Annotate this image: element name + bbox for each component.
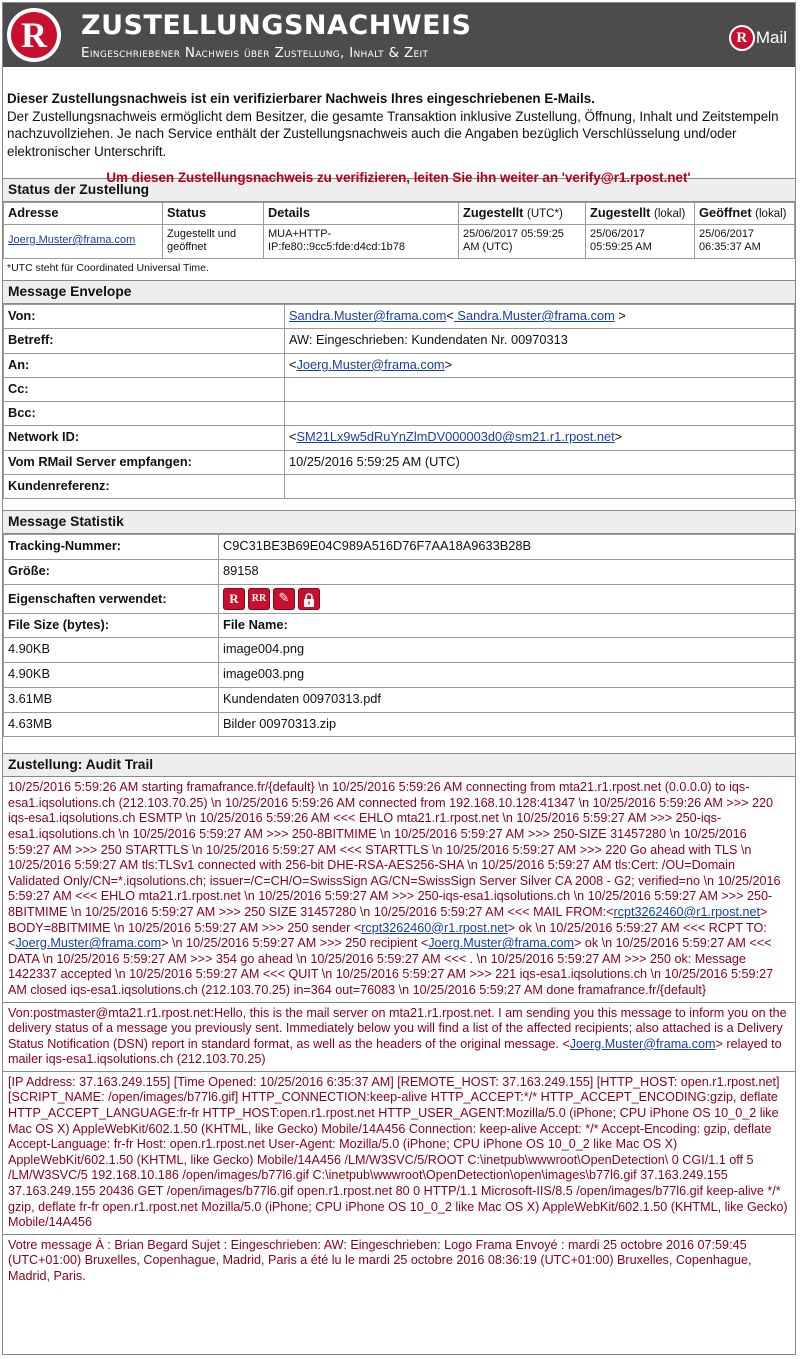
col-zugestellt-utc-suffix: (UTC*) bbox=[527, 208, 563, 220]
envelope-row-cc bbox=[4, 377, 795, 401]
page-subtitle: Eingeschriebener Nachweis über Zustellung, Inhalt & Zeit bbox=[81, 45, 429, 61]
envelope-row-from bbox=[4, 305, 795, 329]
signature-icon: ✎ bbox=[273, 588, 295, 610]
files-header-row bbox=[4, 613, 795, 638]
envelope-heading: Message Envelope bbox=[3, 280, 795, 304]
subject-label: Betreff: bbox=[4, 329, 285, 353]
col-status: Status bbox=[163, 203, 264, 225]
netid-lt: < bbox=[289, 429, 297, 445]
file-size: 4.90KB bbox=[4, 663, 219, 688]
tracking-label: Tracking-Nummer: bbox=[4, 535, 219, 560]
rmail-r-icon: R bbox=[729, 25, 755, 51]
envelope-row-network-id bbox=[4, 426, 795, 450]
from-value bbox=[285, 305, 795, 329]
recipient-email-link[interactable]: Joerg.Muster@frama.com bbox=[569, 1036, 716, 1051]
from-label: Von: bbox=[4, 305, 285, 329]
server-received-label: Vom RMail Server empfangen: bbox=[4, 450, 285, 474]
status-table bbox=[3, 202, 795, 259]
smtp-log-text: > BODY=8BITMIME \n 10/25/2016 5:59:27 AM >>> 250 sender < bbox=[8, 904, 768, 935]
file-row bbox=[4, 712, 795, 737]
network-id-value bbox=[285, 426, 795, 450]
stats-table bbox=[3, 534, 795, 737]
file-size: 4.63MB bbox=[4, 712, 219, 737]
cc-value bbox=[285, 377, 795, 401]
bcc-value bbox=[285, 402, 795, 426]
audit-heading: Zustellung: Audit Trail bbox=[3, 753, 795, 777]
from-gt: > bbox=[614, 308, 626, 323]
network-id-label: Network ID: bbox=[4, 426, 285, 450]
col-details: Details bbox=[264, 203, 459, 225]
network-id-link[interactable]: SM21Lx9w5dRuYnZlmDV000003d0@sm21.r1.rpost.net bbox=[296, 429, 615, 445]
status-address-cell bbox=[4, 225, 163, 259]
file-size: 4.90KB bbox=[4, 638, 219, 663]
logo-r-icon: R bbox=[11, 12, 57, 58]
file-name: image003.png bbox=[219, 663, 795, 688]
stats-row-tracking bbox=[4, 535, 795, 560]
status-state-cell: Zugestellt und geöffnet bbox=[163, 225, 264, 259]
rmail-wordmark: Mail bbox=[755, 28, 787, 47]
to-lt: < bbox=[289, 356, 297, 372]
intro-section bbox=[3, 67, 795, 185]
to-value bbox=[285, 353, 795, 377]
stats-row-size bbox=[4, 560, 795, 585]
envelope-row-to bbox=[4, 353, 795, 377]
envelope-row-customer-ref bbox=[4, 475, 795, 499]
smtp-log-text: > \n 10/25/2016 5:59:27 AM >>> 250 recipient < bbox=[161, 936, 429, 951]
utc-footnote: *UTC steht für Coordinated Universal Time. bbox=[7, 262, 209, 274]
rcpt-email-link[interactable]: rcpt3262460@r1.rpost.net bbox=[361, 920, 508, 935]
col-zugestellt-utc bbox=[459, 203, 586, 225]
smtp-log-text: > ok \n 10/25/2016 5:59:27 AM <<< DATA \n 10/25/2016 5:59:27 AM >>> 354 go ahead \n 10/25/2016 5:59:27 AM <<< . \n 10/25/2016 5:59:27 AM >>> 250 ok: Message 1422337 accepted \n 10/25/2016 5:59:27 AM <<< QUIT \n 10/25/2016 5:59:27 AM >>> 221 iqs-esa1.iqsolutions.ch \n 10/25/2016 5:59:27 AM closed iqs-esa1.iqsolutions.ch (212.103.70.25) in=364 out=76083 \n 10/25/2016 5:59:27 AM done framafrance.fr/{default} bbox=[8, 936, 774, 997]
subject-value: AW: Eingeschrieben: Kundendaten Nr. 00970313 bbox=[285, 329, 795, 353]
rr-receipt-icon: RR bbox=[248, 588, 270, 610]
col-geoeffnet bbox=[695, 203, 795, 225]
size-value: 89158 bbox=[219, 560, 795, 585]
smtp-log-text: 10/25/2016 5:59:26 AM starting framafrance.fr/{default} \n 10/25/2016 5:59:26 AM connecting from mta21.r1.rpost.net (0.0.0.0) to iqs-esa1.iqsolutions.ch (212.103.70.25) \n 10/25/2016 5:59:26 AM connected from 192.168.10.128:41347 \n 10/25/2016 5:59:26 AM >>> 220 iqs-esa1.iqsolutions.ch ESMTP \n 10/25/2016 5:59:26 AM <<< EHLO mta21.r1.rpost.net \n 10/25/2016 5:59:27 AM >>> 250-iqs-esa1.iqsolutions.ch \n 10/25/2016 5:59:27 AM >>> 250-8BITMIME \n 10/25/2016 5:59:27 AM >>> 250-SIZE 31457280 \n 10/25/2016 5:59:27 AM >>> 250 STARTTLS \n 10/25/2016 5:59:27 AM <<< STARTTLS \n 10/25/2016 5:59:27 AM >>> 220 Go ahead with TLS \n 10/25/2016 5:59:27 AM tls:TLSv1 connected with 256-bit DHE-RSA-AES256-SHA \n 10/25/2016 5:59:27 AM tls:Cert: /OU=Domain Validated Only/CN=*.iqsolutions.ch; issuer=/C=CH/O=SwissSign AG/CN=SwissSign Server Silver CA 2008 - G2; verified=no \n 10/25/2016 5:59:27 AM <<< EHLO mta21.r1.rpost.net \n 10/25/2016 5:59:27 AM >>> 250-iqs-esa1.iqsolutions.ch \n 10/25/2016 5:59:27 AM >>> 250-8BITMIME \n 10/25/2016 5:59:27 AM >>> 250 SIZE 31457280 \n 10/25/2016 5:59:27 AM <<< MAIL FROM:< bbox=[8, 780, 781, 919]
file-row bbox=[4, 663, 795, 688]
file-size-header: File Size (bytes): bbox=[4, 613, 219, 638]
recipient-email-link[interactable]: Joerg.Muster@frama.com bbox=[428, 936, 575, 951]
dsn-block bbox=[3, 1003, 795, 1072]
envelope-row-subject bbox=[4, 329, 795, 353]
to-gt: > bbox=[444, 356, 453, 372]
customer-ref-label: Kundenreferenz: bbox=[4, 475, 285, 499]
tracking-value: C9C31BE3B69E04C989A516D76F7AA18A9633B28B bbox=[219, 535, 795, 560]
file-name: Kundendaten 00970313.pdf bbox=[219, 687, 795, 712]
file-size: 3.61MB bbox=[4, 687, 219, 712]
cc-label: Cc: bbox=[4, 377, 285, 401]
proof-document bbox=[2, 2, 796, 1355]
status-header-row bbox=[4, 203, 795, 225]
netid-gt: > bbox=[614, 429, 623, 445]
dsn-text: > relayed to mailer iqs-esa1.iqsolutions.ch (212.103.70.25) bbox=[8, 1036, 782, 1067]
size-label: Größe: bbox=[4, 560, 219, 585]
smtp-log-block bbox=[3, 777, 795, 1002]
verify-instruction: Um diesen Zustellungsnachweis zu verifizieren, leiten Sie ihn weiter an 'verify@r1.rpost.net' bbox=[106, 170, 691, 185]
file-name: Bilder 00970313.zip bbox=[219, 712, 795, 737]
to-label: An: bbox=[4, 353, 285, 377]
rpost-logo bbox=[7, 8, 61, 62]
file-name: image004.png bbox=[219, 638, 795, 663]
status-row bbox=[4, 225, 795, 259]
intro-lead: Dieser Zustellungsnachweis ist ein verifizierbarer Nachweis Ihres eingeschriebenen E-Mails. bbox=[7, 91, 595, 106]
col-geoeffnet-suffix: (lokal) bbox=[755, 208, 787, 220]
envelope-table bbox=[3, 304, 795, 499]
status-delivered-utc-cell: 25/06/2017 05:59:25 AM (UTC) bbox=[459, 225, 586, 259]
file-name-header: File Name: bbox=[219, 613, 795, 638]
envelope-row-server bbox=[4, 450, 795, 474]
recipient-email-link[interactable]: Joerg.Muster@frama.com bbox=[8, 234, 136, 246]
registered-r-icon: R bbox=[223, 588, 245, 610]
status-details-cell: MUA+HTTP-IP:fe80::9cc5:fde:d4cd:1b78 bbox=[264, 225, 459, 259]
col-zugestellt-lokal-suffix: (lokal) bbox=[654, 208, 686, 220]
header-banner bbox=[3, 3, 795, 67]
audit-trail bbox=[3, 777, 795, 1287]
lock-icon bbox=[298, 588, 320, 610]
file-row bbox=[4, 687, 795, 712]
open-tracking-block: [IP Address: 37.163.249.155] [Time Opened: 10/25/2016 6:35:37 AM] [REMOTE_HOST: 37.163.249.155] [HTTP_HOST: open.r1.rpost.net] [SCRIPT_NAME: /open/images/b77l6.gif] HTTP_CONNECTION:keep-alive HTTP_ACCEPT:*/* HTTP_ACCEPT_ENCODING:gzip, deflate HTTP_ACCEPT_LANGUAGE:fr-fr HTTP_HOST:open.r1.rpost.net HTTP_USER_AGENT:Mozilla/5.0 (iPhone; CPU iPhone OS 10_0_2 like Mac OS X) AppleWebKit/602.1.50 (KHTML, like Gecko) Mobile/14A456 Connection: keep-alive Accept: */* Accept-Encoding: gzip, deflate Accept-Language: fr-fr Host: open.r1.rpost.net User-Agent: Mozilla/5.0 (iPhone; CPU iPhone OS 10_0_2 like Mac OS X) AppleWebKit/602.1.50 (KHTML, like Gecko) Mobile/14A456 /LM/W3SVC/5/ROOT C:\inetpub\wwwroot\OpenDetection\ 0 CGI/1.1 off 5 /LM/W3SVC/5 192.168.10.186 /open/images/b77l6.gif C:\inetpub\wwwroot\OpenDetection\open\images\b77l6.gif 37.163.249.155 37.163.249.155 20436 GET /open/images/b77l6.gif open.r1.rpost.net 80 0 HTTP/1.1 Microsoft-IIS/8.5 /open/images/b77l6.gif keep-alive */* gzip, deflate fr-fr open.r1.rpost.net Mozilla/5.0 (iPhone; CPU iPhone OS 10_0_2 like Mac OS X) AppleWebKit/602.1.50 (KHTML, like Gecko) Mobile/14A456 bbox=[3, 1072, 795, 1235]
features-label: Eigenschaften verwendet: bbox=[4, 584, 219, 613]
intro-body: Der Zustellungsnachweis ermöglicht dem Besitzer, die gesamte Transaktion inklusive Zustellung, Öffnung, Inhalt und Zeitstempeln nachzuvollziehen. Je nach Service enthält der Zustellungsnachweis auch die Angaben bezüglich Verschlüsselung und/oder elektronischer Unterschrift. bbox=[7, 108, 779, 159]
from-email-link[interactable]: Sandra.Muster@frama.com bbox=[289, 308, 447, 323]
col-zugestellt-utc-label: Zugestellt bbox=[463, 205, 524, 220]
status-heading: Status der Zustellung bbox=[3, 178, 795, 202]
col-geoeffnet-label: Geöffnet bbox=[699, 205, 752, 220]
page-title: ZUSTELLUNGSNACHWEIS bbox=[81, 10, 472, 41]
read-receipt-block: Votre message À : Brian Begard Sujet : Eingeschrieben: AW: Eingeschrieben: Logo Frama Envoyé : mardi 25 octobre 2016 07:59:45 (UTC+01:00) Bruxelles, Copenhague, Madrid, Paris a été lu le mardi 25 octobre 2016 08:36:19 (UTC+01:00) Bruxelles, Copenhague, Madrid, Paris. bbox=[8, 1237, 752, 1283]
bcc-label: Bcc: bbox=[4, 402, 285, 426]
rmail-brand bbox=[729, 25, 787, 51]
server-received-value: 10/25/2016 5:59:25 AM (UTC) bbox=[285, 450, 795, 474]
col-zugestellt-lokal-label: Zugestellt bbox=[590, 205, 651, 220]
file-row bbox=[4, 638, 795, 663]
from-lt: < bbox=[446, 308, 454, 323]
status-opened-cell: 25/06/2017 06:35:37 AM bbox=[695, 225, 795, 259]
features-value bbox=[219, 584, 795, 613]
col-adresse: Adresse bbox=[4, 203, 163, 225]
col-zugestellt-lokal bbox=[586, 203, 695, 225]
envelope-row-bcc bbox=[4, 402, 795, 426]
from-email-link-2[interactable]: Sandra.Muster@frama.com bbox=[453, 308, 615, 323]
smtp-log-text: > ok \n 10/25/2016 5:59:27 AM <<< RCPT TO:< bbox=[8, 920, 767, 951]
rcpt-email-link[interactable]: rcpt3262460@r1.rpost.net bbox=[613, 904, 760, 919]
stats-row-features bbox=[4, 584, 795, 613]
recipient-email-link[interactable]: Joerg.Muster@frama.com bbox=[15, 936, 162, 951]
dsn-text: Von:postmaster@mta21.r1.rpost.net:Hello, this is the mail server on mta21.r1.rpost.net. I am sending you this message to inform you on the delivery status of a message you previously sent. Immediately below you will find a list of the affected recipients; also attached is a Delivery Status Notification (DSN) report in standard format, as well as the headers of the original message. < bbox=[8, 1005, 787, 1051]
to-email-link[interactable]: Joerg.Muster@frama.com bbox=[296, 356, 445, 372]
customer-ref-value bbox=[285, 475, 795, 499]
stats-heading: Message Statistik bbox=[3, 510, 795, 534]
status-delivered-local-cell: 25/06/2017 05:59:25 AM bbox=[586, 225, 695, 259]
